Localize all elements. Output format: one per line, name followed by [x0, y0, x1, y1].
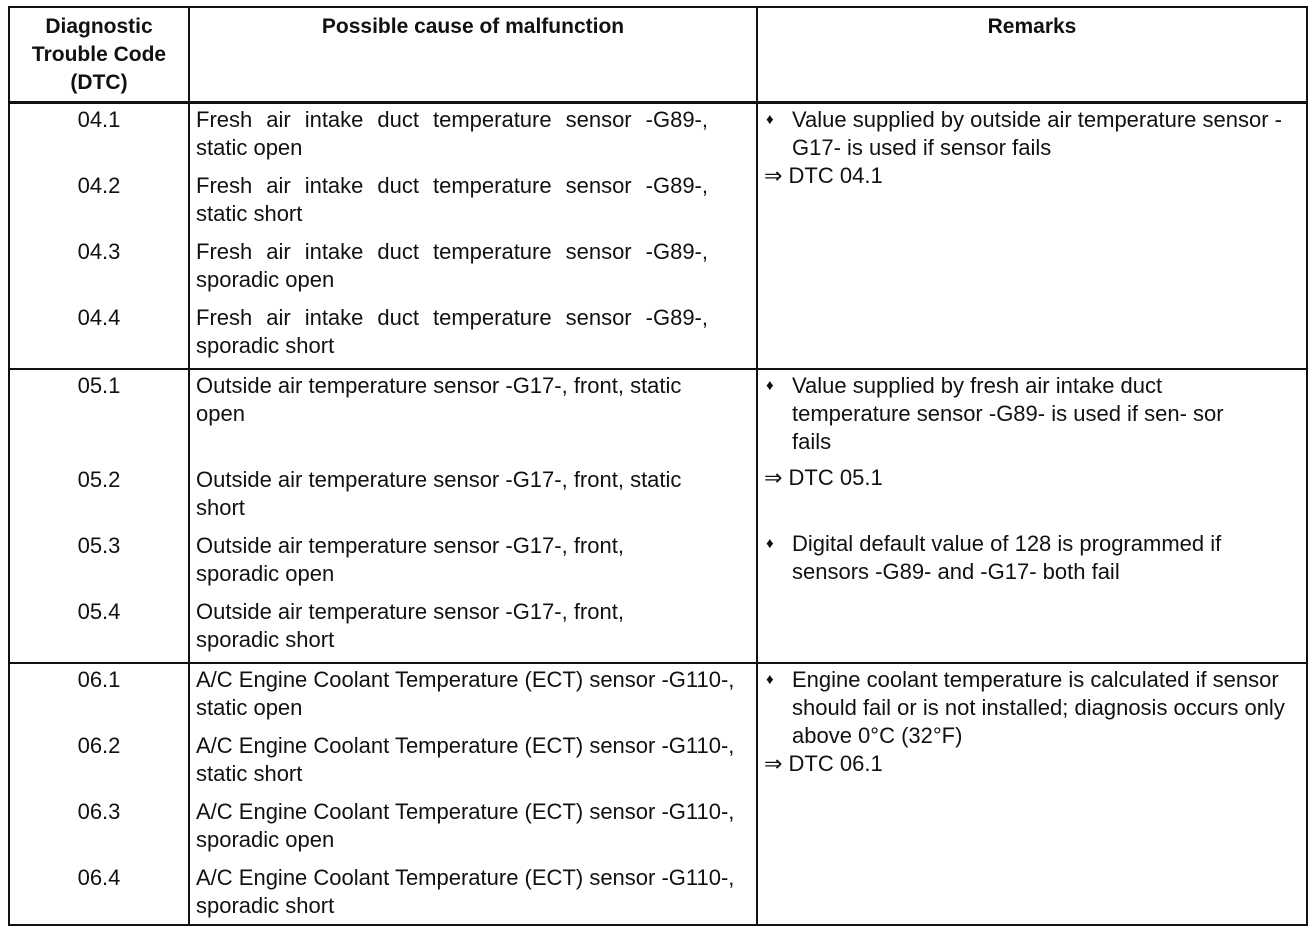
header-cause: Possible cause of malfunction [189, 7, 757, 102]
dtc-code: 06.3 [77, 798, 121, 824]
remarks-column [757, 663, 1307, 925]
malfunction-cause: Outside air temperature sensor -G17-, front, static short [196, 466, 682, 520]
cause-column [189, 102, 757, 369]
diamond-bullet-icon: ♦ [766, 670, 774, 688]
dtc-reference: ⇒ DTC 05.1 [764, 464, 883, 490]
malfunction-cause: Fresh air intake duct temperature sensor -G89-, static open [196, 106, 708, 160]
remarks-column [757, 102, 1307, 369]
cause-column [189, 369, 757, 663]
dtc-group-04 [9, 102, 1307, 369]
header-dtc [9, 7, 189, 102]
diamond-bullet-icon: ♦ [766, 534, 774, 552]
header-dtc-line: Diagnostic [45, 15, 153, 38]
dtc-code-column [9, 663, 189, 925]
dtc-code: 04.3 [77, 238, 121, 264]
dtc-code: 05.1 [77, 372, 121, 398]
malfunction-cause: A/C Engine Coolant Temperature (ECT) sensor -G110-, sporadic open [196, 798, 735, 852]
table-row [9, 369, 1307, 663]
dtc-code: 06.1 [77, 666, 121, 692]
dtc-code: 05.3 [77, 532, 121, 558]
dtc-code-column [9, 102, 189, 369]
remarks-column [757, 369, 1307, 663]
dtc-code: 06.2 [77, 732, 121, 758]
dtc-group-06 [9, 663, 1307, 925]
malfunction-cause: Fresh air intake duct temperature sensor -G89-, static short [196, 172, 708, 226]
malfunction-cause: Outside air temperature sensor -G17-, front, sporadic short [196, 598, 624, 652]
dtc-code: 04.4 [77, 304, 121, 330]
remark-item [764, 666, 1296, 750]
dtc-group-05 [9, 369, 1307, 663]
remark-text: Value supplied by outside air temperature sensor -G17- is used if sensor fails [792, 106, 1282, 160]
diamond-bullet-icon: ♦ [766, 110, 774, 128]
dtc-code: 04.1 [77, 106, 121, 132]
dtc-code: 05.2 [77, 466, 121, 492]
table-row [9, 663, 1307, 925]
dtc-reference: ⇒ DTC 04.1 [764, 162, 883, 188]
dtc-code: 06.4 [77, 864, 121, 890]
malfunction-cause: A/C Engine Coolant Temperature (ECT) sensor -G110-, static short [196, 732, 735, 786]
dtc-code: 04.2 [77, 172, 121, 198]
malfunction-cause: Fresh air intake duct temperature sensor -G89-, sporadic open [196, 238, 708, 292]
remark-text: Digital default value of 128 is programmed if sensors -G89- and -G17- both fail [792, 530, 1222, 584]
remark-item [764, 106, 1296, 162]
malfunction-cause: Outside air temperature sensor -G17-, front, sporadic open [196, 532, 624, 586]
header-dtc-line: Trouble Code [31, 43, 167, 66]
dtc-table [8, 6, 1308, 926]
dtc-code: 05.4 [77, 598, 121, 624]
header-remarks: Remarks [757, 7, 1307, 102]
header-dtc-line: (DTC) [70, 71, 128, 94]
malfunction-cause: Fresh air intake duct temperature sensor -G89-, sporadic short [196, 304, 708, 358]
remark-text: Engine coolant temperature is calculated if sensor should fail or is not installed; diagnosis occurs only above 0°C (32°F) [792, 666, 1285, 748]
table-row [9, 102, 1307, 369]
malfunction-cause: Outside air temperature sensor -G17-, front, static open [196, 372, 682, 426]
table-header [9, 7, 1307, 102]
cause-column [189, 663, 757, 925]
malfunction-cause: A/C Engine Coolant Temperature (ECT) sensor -G110-, static open [196, 666, 735, 720]
remark-item [764, 530, 1296, 586]
diamond-bullet-icon: ♦ [766, 376, 774, 394]
dtc-code-column [9, 369, 189, 663]
dtc-reference: ⇒ DTC 06.1 [764, 750, 883, 776]
malfunction-cause: A/C Engine Coolant Temperature (ECT) sensor -G110-, sporadic short [196, 864, 735, 918]
remark-text: Value supplied by fresh air intake duct temperature sensor -G89- is used if sen- sor fails [792, 372, 1224, 454]
remark-item [764, 372, 1296, 464]
